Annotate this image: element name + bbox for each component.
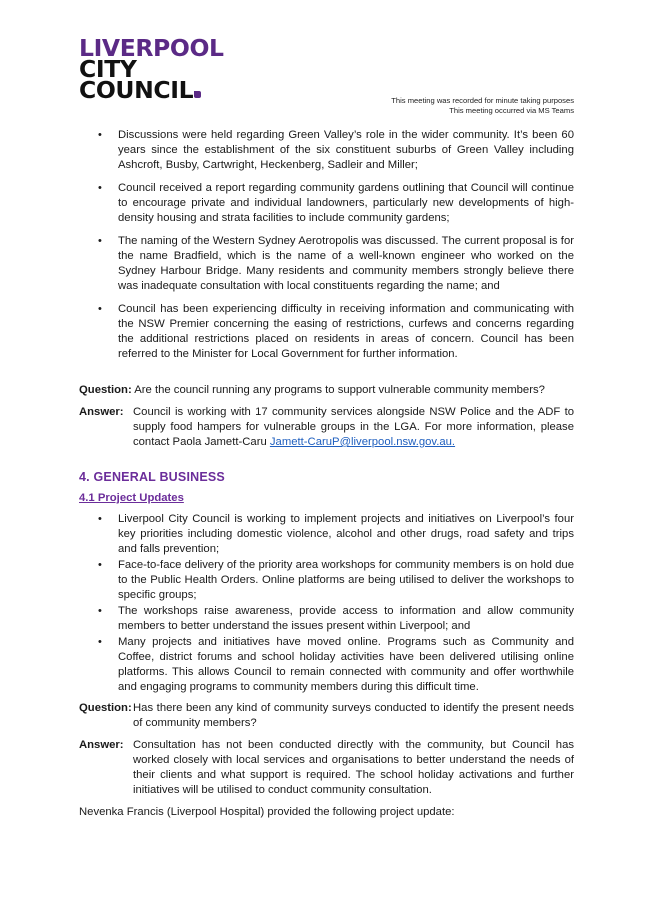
question-text: Has there been any kind of community surveys conducted to identify the present needs of community members? <box>133 702 574 729</box>
answer-2 <box>79 738 574 798</box>
question-1 <box>79 383 574 398</box>
list-item: • Many projects and initiatives have moved online. Programs such as Community and Coffee, district forums and school holiday activities have been delivered utilising online platforms. This allows Council to remain connected with community and offer worthwhile and engaging programs to community members during this difficult time. <box>79 635 574 695</box>
meeting-note-teams: This meeting occurred via MS Teams <box>449 106 574 115</box>
list-item: • Council received a report regarding community gardens outlining that Council will continue to encourage private and individual landowners, particularly new developments of high-density housing and strata facilities to include community gardens; <box>79 181 574 226</box>
closing-line: Nevenka Francis (Liverpool Hospital) provided the following project update: <box>79 806 455 818</box>
meeting-note <box>391 96 574 116</box>
document-body <box>79 128 574 820</box>
project-updates-bullet-list <box>79 512 574 695</box>
list-item: • Liverpool City Council is working to implement projects and initiatives on Liverpool’s four key priorities including domestic violence, alcohol and other drugs, road safety and trips and falls prevention; <box>79 512 574 557</box>
meeting-note-recorded: This meeting was recorded for minute taking purposes <box>391 96 574 105</box>
section-title: 4. GENERAL BUSINESS <box>79 470 225 484</box>
list-item: • The naming of the Western Sydney Aerotropolis was discussed. The current proposal is for the name Bradfield, which is the name of a well-known engineer who worked on the Sydney Harbour Bridge. Many residents and community members strongly believe there was inadequate consultation with local constituents regarding the name; and <box>79 234 574 294</box>
question-text: Are the council running any programs to support vulnerable community members? <box>134 384 545 396</box>
council-logo <box>79 34 224 104</box>
logo-square-icon <box>194 91 201 98</box>
answer-text: Consultation has not been conducted directly with the community, but Council has worked closely with local services and organisations to better understand the needs of their clients and what support is required. The school holiday activations and further initiatives will be utilised to conduct community consultation. <box>133 739 574 796</box>
logo-line-2: CITY <box>79 55 137 83</box>
answer-text: Council is working with 17 community services alongside NSW Police and the ADF to supply food hampers for vulnerable groups in the LGA. For more information, please contact Paola Jamett-Caru <box>133 406 574 448</box>
list-item: • Face-to-face delivery of the priority area workshops for community members is on hold due to the Public Health Orders. Online platforms are being utilised to deliver the workshops to specific groups; <box>79 558 574 603</box>
answer-label: Answer: <box>79 406 124 418</box>
question-2 <box>79 701 574 731</box>
answer-label: Answer: <box>79 739 124 751</box>
logo-line-3 <box>79 76 224 104</box>
question-label: Question: <box>79 384 132 396</box>
contact-email-link[interactable]: Jamett-CaruP@liverpool.nsw.gov.au. <box>269 436 456 448</box>
subsection-title: 4.1 Project Updates <box>79 492 184 504</box>
logo-line-3-text: COUNCIL <box>79 76 194 104</box>
list-item: • Council has been experiencing difficulty in receiving information and communicating with the NSW Premier concerning the easing of restrictions, curfews and concerns regarding the additional restrictions placed on residents in areas of concern. Council has been referred to the Minister for Local Government for further information. <box>79 302 574 362</box>
list-item: • Discussions were held regarding Green Valley’s role in the wider community. It’s been 60 years since the establishment of the six constituent suburbs of Green Valley including Ashcroft, Busby, Cartwright, Heckenberg, Sadleir and Miller; <box>79 128 574 173</box>
discussion-bullet-list <box>79 128 574 362</box>
answer-1 <box>79 405 574 450</box>
question-label: Question: <box>79 702 132 714</box>
logo-line-1: LIVERPOOL <box>79 34 224 62</box>
list-item: • The workshops raise awareness, provide access to information and allow community members to better understand the issues present within Liverpool; and <box>79 604 574 634</box>
